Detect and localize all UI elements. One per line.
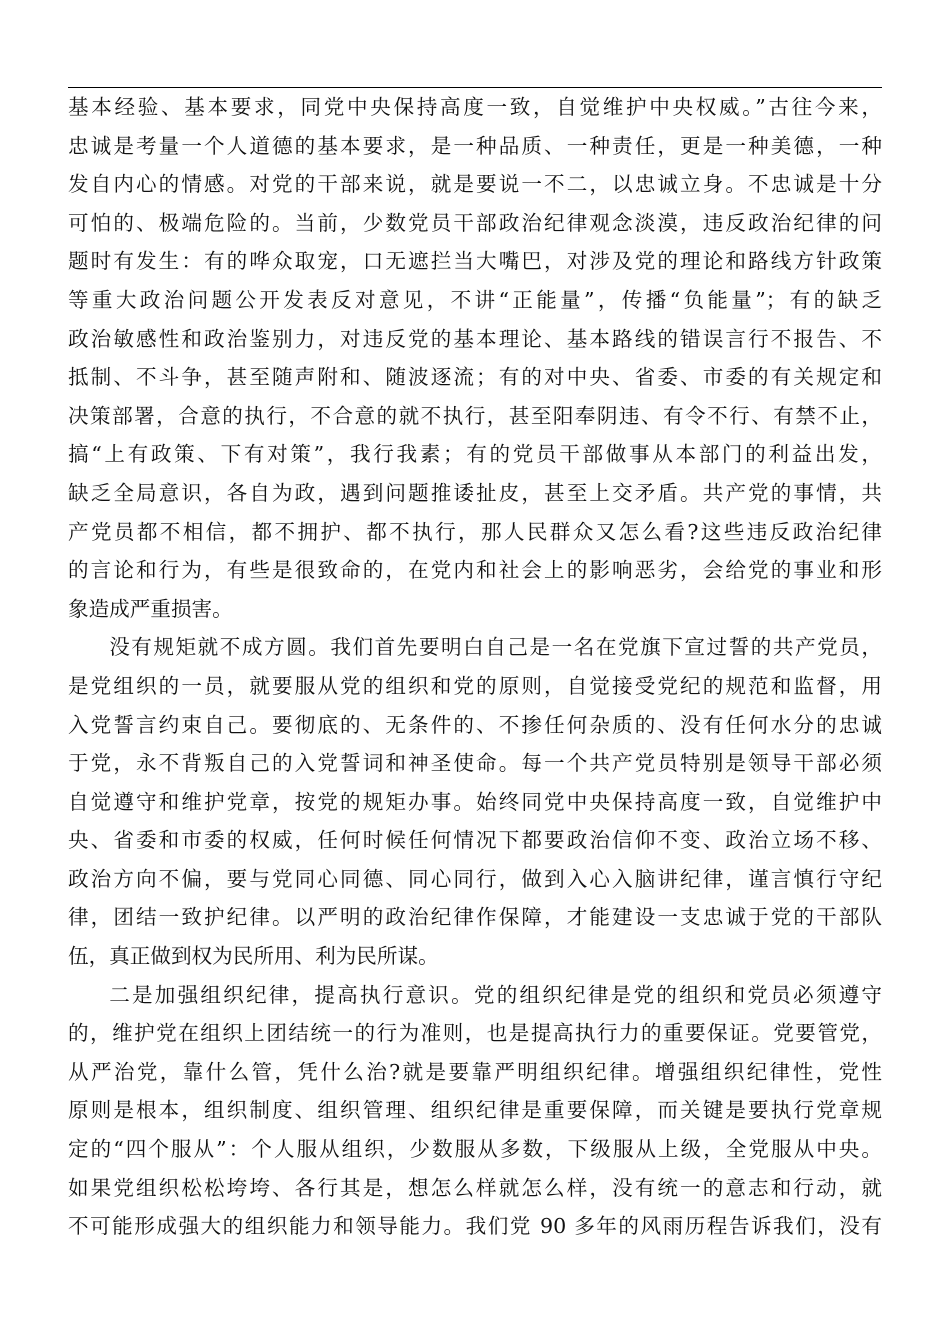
text-line: 不可能形成强大的组织能力和领导能力。我们党 90 多年的风雨历程告诉我们，没有 bbox=[68, 1214, 882, 1239]
text-line: 象造成严重损害。 bbox=[68, 596, 233, 621]
text-line: 发自内心的情感。对党的干部来说，就是要说一不二，以忠诚立身。不忠诚是十分 bbox=[68, 172, 882, 197]
text-line: 基本经验、基本要求，同党中央保持高度一致，自觉维护中央权威。”古往今来， bbox=[68, 95, 882, 119]
text-line: 是党组织的一员，就要服从党的组织和党的原则，自觉接受党纪的规范和监督，用 bbox=[68, 673, 882, 698]
text-line: 没有规矩就不成方圆。我们首先要明白自己是一名在党旗下宣过誓的共产党员， bbox=[109, 635, 882, 660]
text-line: 二是加强组织纪律，提高执行意识。党的组织纪律是党的组织和党员必须遵守 bbox=[109, 982, 882, 1007]
text-line: 产党员都不相信，都不拥护、都不执行，那人民群众又怎么看?这些违反政治纪律 bbox=[68, 519, 882, 544]
text-line: 决策部署，合意的执行，不合意的就不执行，甚至阳奉阴违、有令不行、有禁不止， bbox=[68, 403, 882, 428]
text-line: 搞“上有政策、下有对策”，我行我素；有的党员干部做事从本部门的利益出发， bbox=[68, 442, 882, 467]
text-line: 等重大政治问题公开发表反对意见，不讲“正能量”，传播“负能量”；有的缺乏 bbox=[68, 287, 882, 312]
text-line: 可怕的、极端危险的。当前，少数党员干部政治纪律观念淡漠，违反政治纪律的问 bbox=[68, 210, 882, 235]
text-line: 的，维护党在组织上团结统一的行为准则，也是提高执行力的重要保证。党要管党， bbox=[68, 1021, 882, 1046]
body-text bbox=[68, 88, 882, 1246]
text-line: 抵制、不斗争，甚至随声附和、随波逐流；有的对中央、省委、市委的有关规定和 bbox=[68, 365, 882, 390]
text-line: 入党誓言约束自己。要彻底的、无条件的、不掺任何杂质的、没有任何水分的忠诚 bbox=[68, 712, 882, 737]
text-line: 的言论和行为，有些是很致命的，在党内和社会上的影响恶劣，会给党的事业和形 bbox=[68, 558, 882, 583]
text-line: 如果党组织松松垮垮、各行其是，想怎么样就怎么样，没有统一的意志和行动，就 bbox=[68, 1175, 882, 1200]
text-line: 题时有发生：有的哗众取宠，口无遮拦当大嘴巴，对涉及党的理论和路线方针政策 bbox=[68, 249, 882, 274]
paragraph-1 bbox=[68, 88, 882, 628]
text-line: 原则是根本，组织制度、组织管理、组织纪律是重要保障，而关键是要执行党章规 bbox=[68, 1098, 882, 1123]
text-line: 缺乏全局意识，各自为政，遇到问题推诿扯皮，甚至上交矛盾。共产党的事情，共 bbox=[68, 480, 882, 505]
text-line: 从严治党，靠什么管，凭什么治?就是要靠严明组织纪律。增强组织纪律性，党性 bbox=[68, 1059, 882, 1084]
paragraph-3 bbox=[68, 976, 882, 1246]
text-line: 于党，永不背叛自己的入党誓词和神圣使命。每一个共产党员特别是领导干部必须 bbox=[68, 751, 882, 776]
text-line: 定的“四个服从”：个人服从组织，少数服从多数，下级服从上级，全党服从中央。 bbox=[68, 1137, 882, 1162]
text-line: 律，团结一致护纪律。以严明的政治纪律作保障，才能建设一支忠诚于党的干部队 bbox=[68, 905, 882, 930]
text-line: 政治敏感性和政治鉴别力，对违反党的基本理论、基本路线的错误言行不报告、不 bbox=[68, 326, 882, 351]
text-line: 忠诚是考量一个人道德的基本要求，是一种品质、一种责任，更是一种美德，一种 bbox=[68, 133, 882, 158]
text-line: 央、省委和市委的权威，任何时候任何情况下都要政治信仰不变、政治立场不移、 bbox=[68, 828, 882, 853]
text-line: 政治方向不偏，要与党同心同德、同心同行，做到入心入脑讲纪律，谨言慎行守纪 bbox=[68, 866, 882, 891]
text-line: 伍，真正做到权为民所用、利为民所谋。 bbox=[68, 944, 439, 969]
text-line: 自觉遵守和维护党章，按党的规矩办事。始终同党中央保持高度一致，自觉维护中 bbox=[68, 789, 882, 814]
paragraph-2 bbox=[68, 628, 882, 975]
